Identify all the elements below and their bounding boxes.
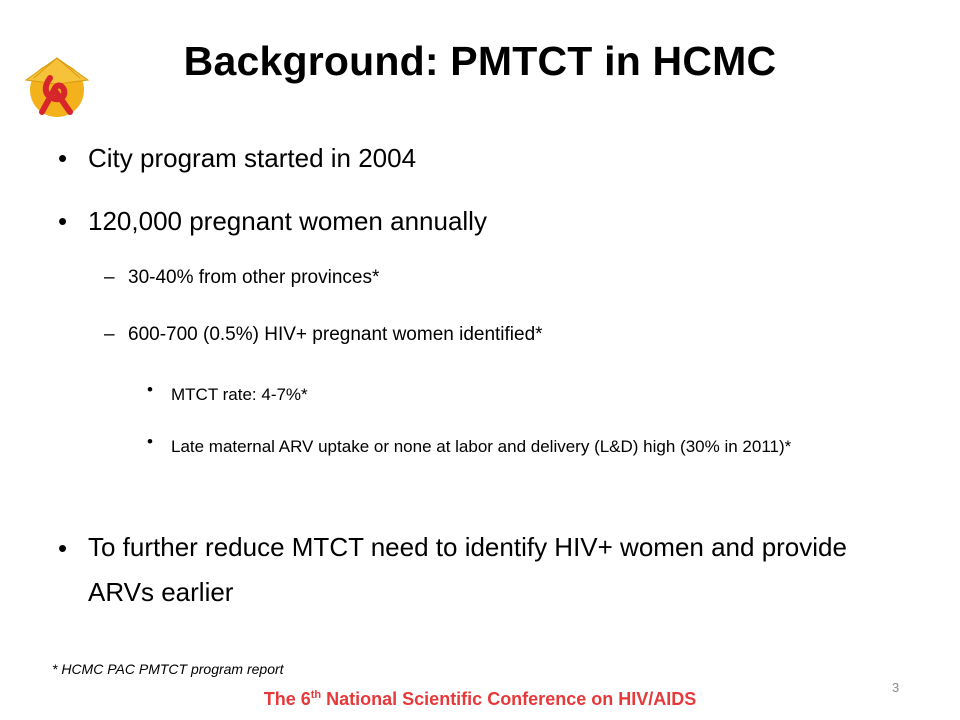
bullet-dot: • — [147, 380, 153, 399]
bullet-dot: • — [58, 206, 68, 236]
bullet-text: To further reduce MTCT need to identify HIV+ women and provide ARVs earlier — [88, 532, 847, 607]
bullet-text: 600-700 (0.5%) HIV+ pregnant women identified* — [128, 324, 543, 345]
conference-suffix: National Scientific Conference on HIV/AIDS — [321, 689, 697, 709]
bullet-text: 120,000 pregnant women annually — [88, 206, 487, 236]
bullet-text: Late maternal ARV uptake or none at labor and delivery (L&D) high (30% in 2011)* — [171, 437, 792, 456]
bullet-dot: • — [147, 432, 153, 451]
bullet-text: City program started in 2004 — [88, 143, 417, 173]
bullet-dot: • — [58, 533, 68, 563]
bullet-dash: – — [104, 324, 115, 345]
page-number: 3 — [892, 680, 900, 695]
bullet-dot: • — [58, 143, 68, 173]
bullet-dash: – — [104, 267, 115, 288]
bullet-text: MTCT rate: 4-7%* — [171, 385, 308, 404]
bullet-text: 30-40% from other provinces* — [128, 267, 380, 288]
conference-prefix: The 6 — [263, 689, 311, 709]
conference-superscript: th — [310, 689, 322, 701]
slide-title: Background: PMTCT in HCMC — [183, 38, 777, 84]
conference-footer — [0, 689, 960, 710]
footnote: * HCMC PAC PMTCT program report — [52, 661, 284, 677]
